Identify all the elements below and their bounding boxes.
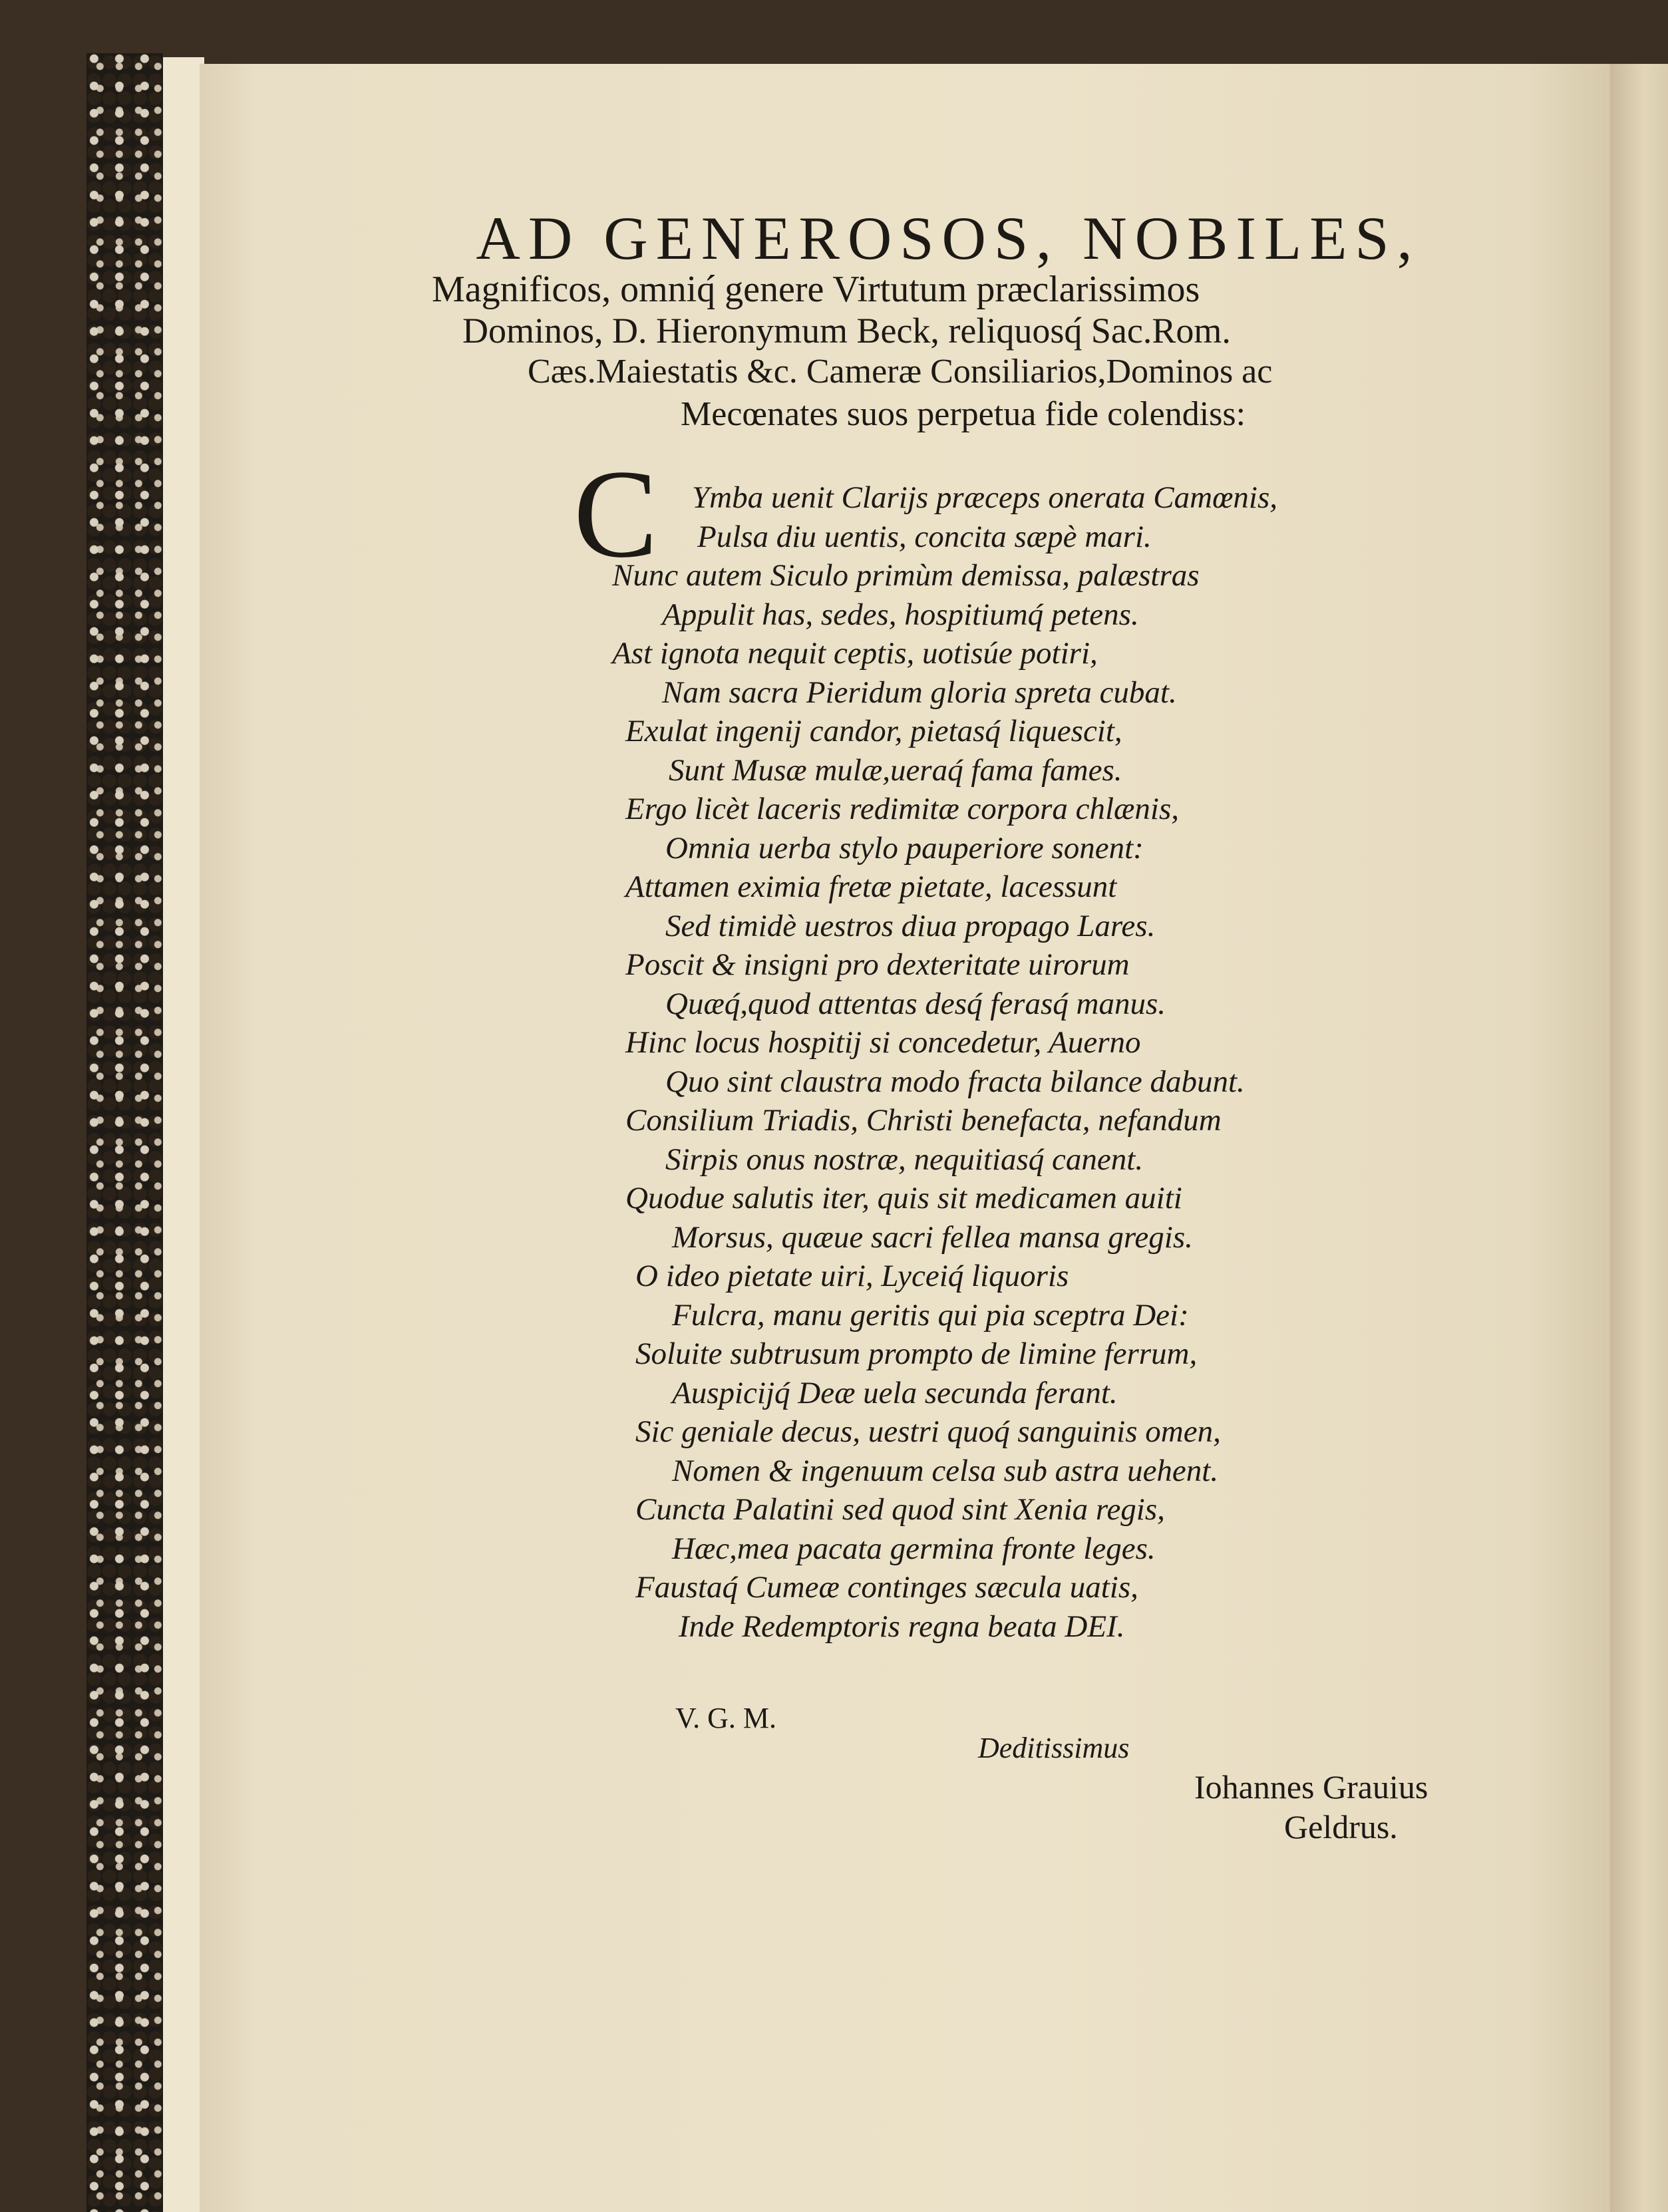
verse-line: Exulat ingenij candor, pietasq́ liquescit, [625, 714, 1122, 748]
verse-line: Attamen eximia fretæ pietate, lacessunt [625, 869, 1117, 904]
verse-line: Morsus, quæue sacri fellea mansa gregis. [672, 1219, 1193, 1255]
facing-page-edge [1610, 64, 1668, 2212]
verse-line: Sic geniale decus, uestri quoq́ sanguinis omen, [635, 1414, 1221, 1449]
verse-line: Quodue salutis iter, quis sit medicamen auiti [625, 1181, 1182, 1215]
closing-deditissimus: Deditissimus [978, 1732, 1130, 1764]
dedication-line-5: Mecœnates suos perpetua fide colendiss: [681, 395, 1246, 433]
verse-line: Omnia uerba stylo pauperiore sonent: [665, 830, 1144, 866]
marbled-board [86, 53, 163, 2212]
verse-line: Fulcra, manu geritis qui pia sceptra Dei: [672, 1297, 1189, 1333]
dedication-line-3: Dominos, D. Hieronymum Beck, reliquosq́ Sac.Rom. [462, 311, 1231, 351]
dedication-title [429, 205, 1467, 271]
dedication-line-2: Magnificos, omniq́ genere Virtutum præclarissimos [432, 269, 1200, 310]
verse-line: Cuncta Palatini sed quod sint Xenia regis, [635, 1492, 1165, 1527]
title-line-1: AD GENEROSOS, NOBILES, [476, 204, 1420, 272]
verse-line: Ymba uenit Clarijs præceps onerata Camœnis, [692, 480, 1278, 515]
flyleaf [163, 57, 204, 2212]
verse-line: Sed timidè uestros diua propago Lares. [665, 908, 1156, 943]
drop-cap: C [574, 444, 658, 584]
verse-line: Ergo licèt laceris redimitæ corpora chlænis, [625, 792, 1180, 826]
verse-line: Pulsa diu uentis, concita sæpè mari. [697, 519, 1152, 554]
verse-line: Soluite subtrusum prompto de limine ferrum, [635, 1337, 1198, 1371]
verse-line: Consilium Triadis, Christi benefacta, nefandum [625, 1103, 1222, 1138]
verse-line: Hinc locus hospitij si concedetur, Auerno [625, 1025, 1141, 1060]
dedication-line-4: Cæs.Maiestatis &c. Cameræ Consiliarios,Dominos ac [528, 353, 1273, 391]
verse-line: Sunt Musæ mulæ,ueraq́ fama fames. [669, 752, 1122, 788]
verse-line: Inde Redemptoris regna beata DEI. [679, 1609, 1125, 1644]
verse-line: Hæc,mea pacata germina fronte leges. [672, 1531, 1156, 1566]
verse-line: Ast ignota nequit ceptis, uotisúe potiri, [612, 636, 1098, 671]
verse-line: Auspicijq́ Deæ uela secunda ferant. [672, 1375, 1118, 1410]
verse-line: Nunc autem Siculo primùm demissa, palæstras [612, 558, 1200, 593]
verse-line: Sirpis onus nostræ, nequitiasq́ canent. [665, 1142, 1144, 1177]
verse-line: Nam sacra Pieridum gloria spreta cubat. [662, 675, 1177, 710]
signature-origin: Geldrus. [1284, 1808, 1398, 1845]
verse-line: Nomen & ingenuum celsa sub astra uehent. [672, 1453, 1219, 1488]
closing-vgm: V. G. M. [675, 1702, 777, 1734]
verse-line: Quæq́,quod attentas desq́ ferasq́ manus. [665, 986, 1166, 1021]
verse-line: O ideo pietate uiri, Lyceiq́ liquoris [635, 1259, 1069, 1293]
verse-line: Quo sint claustra modo fracta bilance dabunt. [665, 1064, 1245, 1099]
signature-name: Iohannes Grauius [1194, 1768, 1428, 1806]
verse-line: Appulit has, sedes, hospitiumq́ petens. [662, 597, 1139, 632]
verse-line: Poscit & insigni pro dexteritate uirorum [625, 947, 1130, 982]
verse-line: Faustaq́ Cumeæ continges sæcula uatis, [635, 1570, 1138, 1605]
